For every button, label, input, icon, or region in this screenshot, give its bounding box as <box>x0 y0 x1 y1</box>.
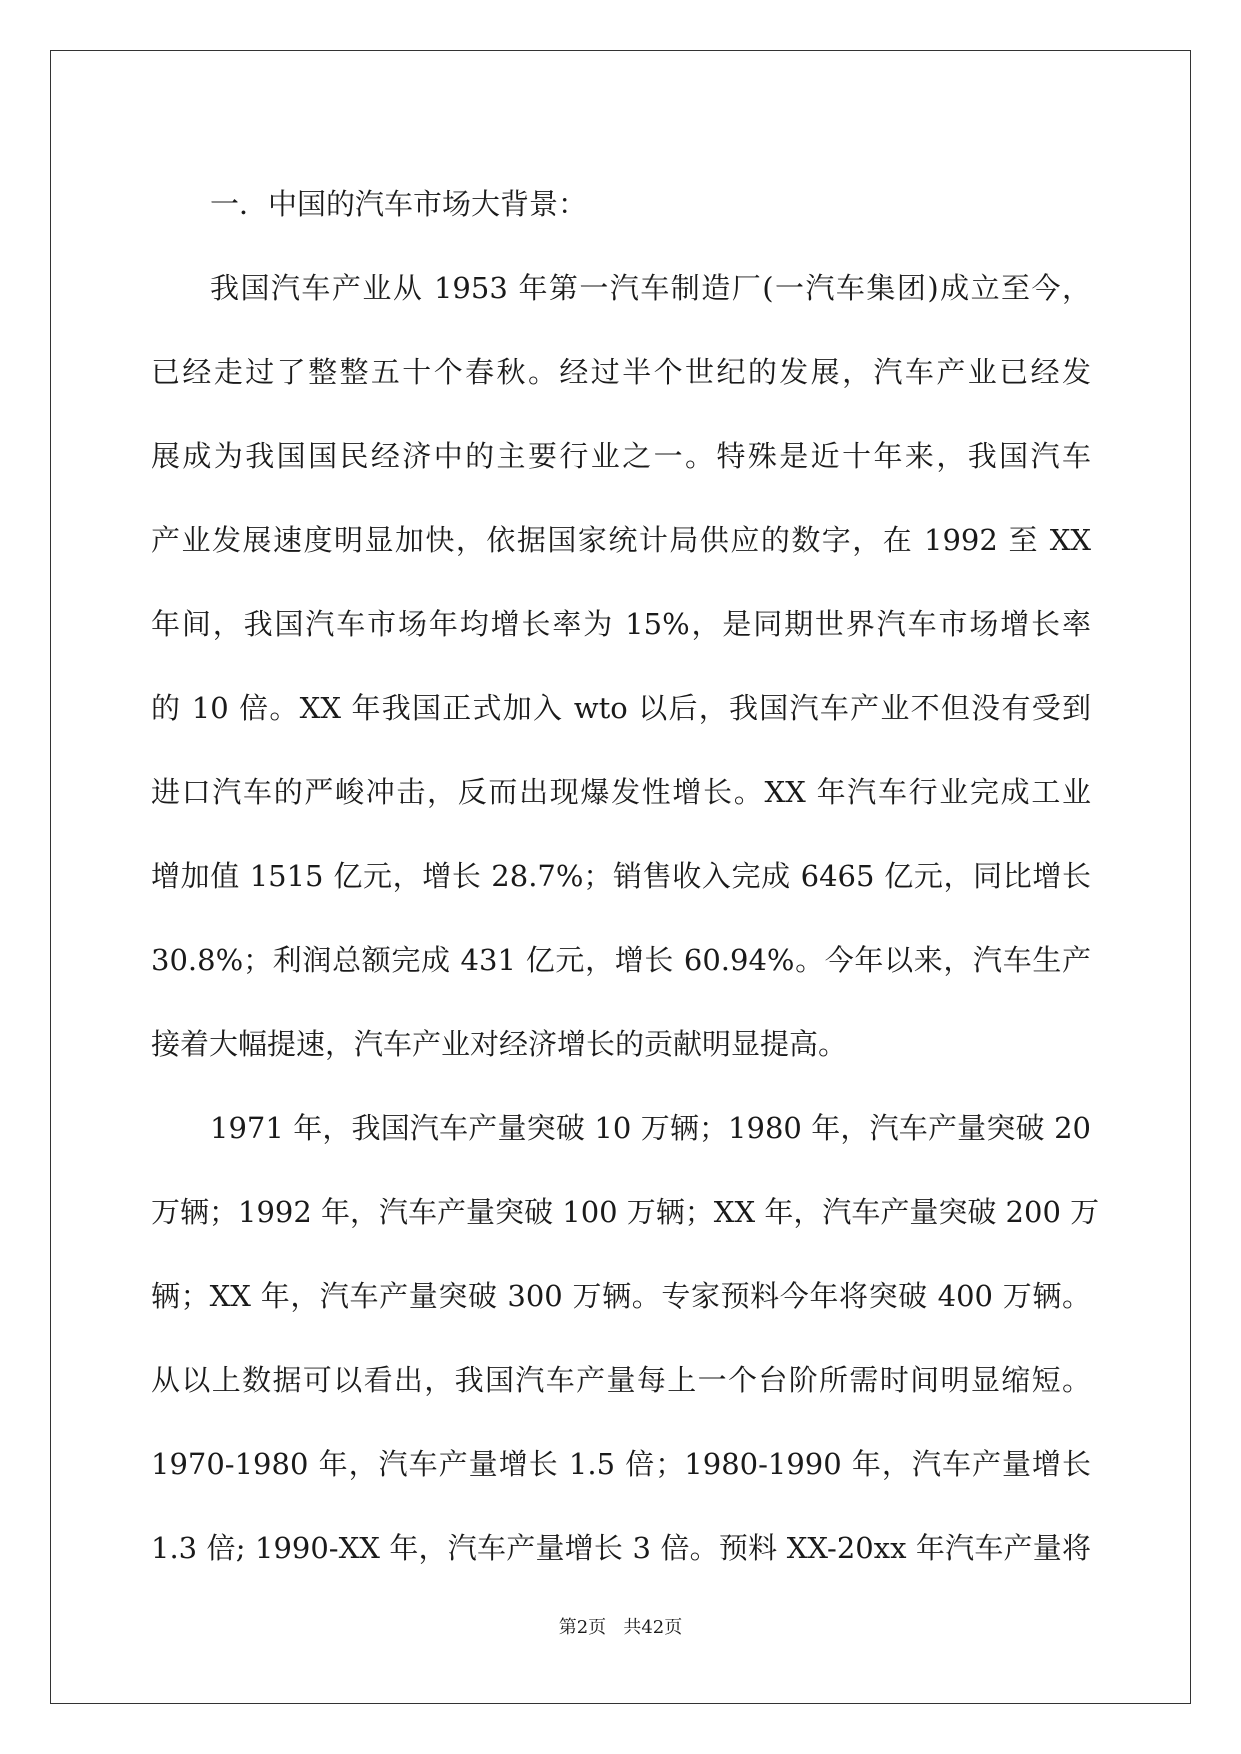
text-line: 我国汽车产业从 1953 年第一汽车制造厂(一汽车集团)成立至今， <box>210 271 1091 305</box>
page-number: 第2页 <box>558 1617 607 1638</box>
text-line: 产业发展速度明显加快，依据国家统计局供应的数字，在 1992 至 XX <box>151 523 1091 557</box>
text-line: 从以上数据可以看出，我国汽车产量每上一个台阶所需时间明显缩短。 <box>151 1363 1091 1397</box>
text-line: 1971 年，我国汽车产量突破 10 万辆；1980 年，汽车产量突破 20 <box>210 1111 1091 1145</box>
text-line: 接着大幅提速，汽车产业对经济增长的贡献明显提高。 <box>151 1027 848 1061</box>
text-line: 1970-1980 年，汽车产量增长 1.5 倍；1980-1990 年，汽车产量增长 <box>151 1447 1091 1481</box>
page-total: 共42页 <box>623 1617 683 1638</box>
text-line: 增加值 1515 亿元，增长 28.7%；销售收入完成 6465 亿元，同比增长 <box>151 859 1091 893</box>
page-footer <box>0 1616 1241 1640</box>
paragraph-production-milestones <box>151 1086 1100 1590</box>
text-line: 万辆；1992 年，汽车产量突破 100 万辆；XX 年，汽车产量突破 200 万 <box>151 1195 1100 1229</box>
section-heading: 一．中国的汽车市场大背景： <box>210 187 588 221</box>
text-line: 展成为我国国民经济中的主要行业之一。特殊是近十年来，我国汽车 <box>151 439 1091 473</box>
document-body <box>151 162 1100 1590</box>
text-line: 已经走过了整整五十个春秋。经过半个世纪的发展，汽车产业已经发 <box>151 355 1091 389</box>
text-line: 1.3 倍; 1990-XX 年，汽车产量增长 3 倍。预料 XX-20xx 年汽车产量将 <box>151 1531 1091 1565</box>
text-line: 的 10 倍。XX 年我国正式加入 wto 以后，我国汽车产业不但没有受到 <box>151 691 1091 725</box>
paragraph-industry-background <box>151 246 1091 1086</box>
text-line: 进口汽车的严峻冲击，反而出现爆发性增长。XX 年汽车行业完成工业 <box>151 775 1091 809</box>
text-line: 30.8%；利润总额完成 431 亿元，增长 60.94%。今年以来，汽车生产 <box>151 943 1091 977</box>
text-line: 年间，我国汽车市场年均增长率为 15%，是同期世界汽车市场增长率 <box>151 607 1091 641</box>
text-line: 辆；XX 年，汽车产量突破 300 万辆。专家预料今年将突破 400 万辆。 <box>151 1279 1091 1313</box>
